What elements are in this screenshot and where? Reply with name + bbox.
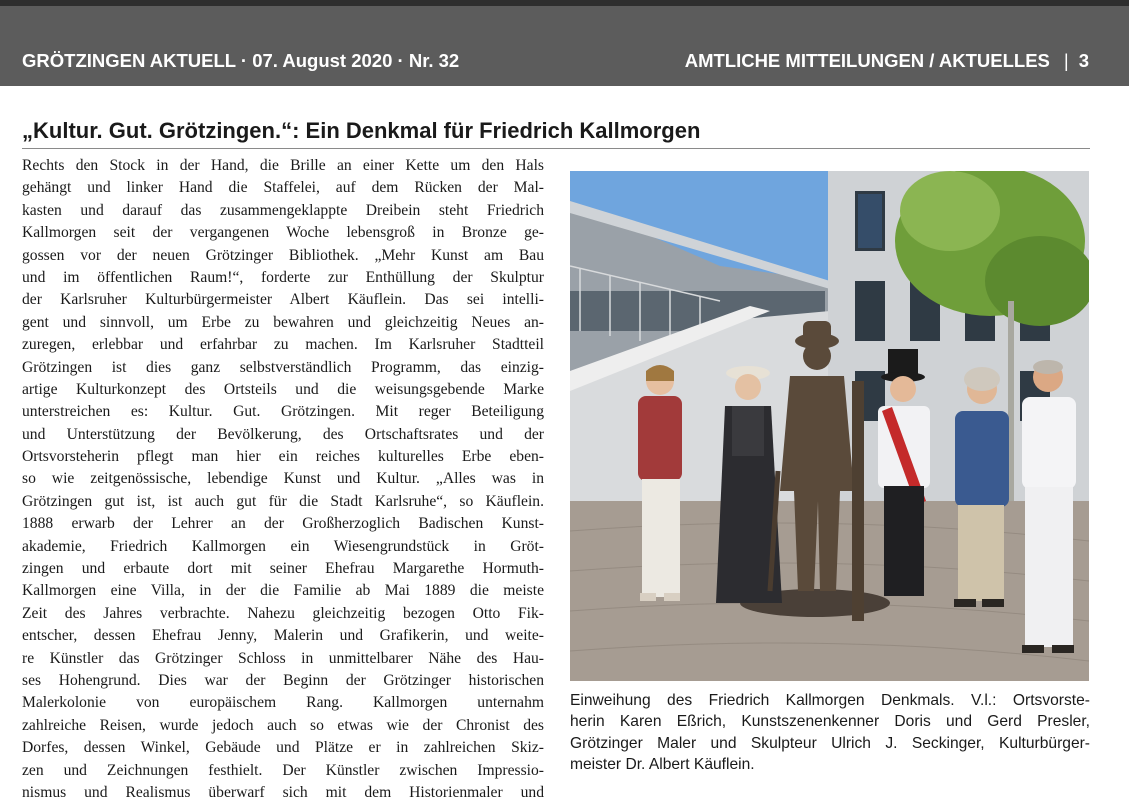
body-line: Grötzingen ist dies ganz selbstverständlich Programm, das einzig- [22,358,544,376]
body-line: nismus und Realismus überwarf sich mit dem Historienmaler und [22,783,544,801]
body-line: re Künstler das Grötzinger Schloss in unmittelbarer Nähe des Hau- [22,649,544,667]
body-line: und im öffentlichen Raum!“, forderte zur Enthüllung der Skulptur [22,268,544,286]
body-line: und Unterstützung der Bevölkerung, des Ortschaftsrates und der [22,425,544,443]
body-line: Malerkolonie von europäischem Rang. Kallmorgen unternahm [22,694,544,712]
header-separator: | [1063,50,1069,71]
caption-line: Grötzinger Maler und Skulpteur Ulrich J. Seckinger, Kulturbürger- [570,734,1090,752]
article-body [22,155,544,804]
body-line: kasten und darauf das zusammengeklappte Dreibein steht Friedrich [22,201,544,219]
caption-line: herin Karen Eßrich, Kunstszenenkenner Doris und Gerd Presler, [570,713,1090,731]
body-line: Kallmorgen seit der vergangenen Woche lebensgroß in Bronze ge- [22,224,544,242]
body-line: Rechts den Stock in der Hand, die Brille an einer Kette um den Hals [22,157,544,174]
body-line: Ortsvorsteherin pflegt man hier ein reiches kulturelles Erbe eben- [22,448,544,466]
section-info [685,50,1089,72]
monument-photo [570,171,1089,681]
article-title: „Kultur. Gut. Grötzingen.“: Ein Denkmal für Friedrich Kallmorgen [22,118,701,143]
body-line: Dorfes, dessen Winkel, Gebäude und Plätze er in zahlreichen Skiz- [22,739,544,757]
page-number: 3 [1078,50,1089,71]
body-line: zahlreiche Reisen, wurde jedoch auch so etwas wie der Chronist des [22,716,544,734]
photo-caption [570,690,1090,775]
body-line: artige Kulturkonzept des Ortsteils und die weisungsgebende Marke [22,380,544,398]
body-line: der Karlsruher Kulturbürgermeister Albert Käuflein. Das sei intelli- [22,291,544,309]
body-line: ses Hohengrund. Dies war der Beginn der Grötzinger historischen [22,671,544,689]
body-line: so wie zeitgenössische, lebendige Kunst und Kultur. „Alles was in [22,470,544,488]
body-line: zingen und erbaute dort mit seiner Ehefrau Margarethe Hormuth- [22,560,544,578]
body-line: Kallmorgen eine Villa, in der die Familie ab Mai 1889 die meiste [22,582,544,600]
body-line: gent und sinnvoll, um Erbe zu bewahren und gleichzeitig Neues an- [22,313,544,331]
body-line: 1888 erwarb der Lehrer an der Großherzoglich Badischen Kunst- [22,515,544,533]
caption-line: Einweihung des Friedrich Kallmorgen Denkmals. V.l.: Ortsvorste- [570,692,1090,709]
publication-info: GRÖTZINGEN AKTUELL · 07. August 2020 · Nr. 32 [22,50,460,71]
body-line: akademie, Friedrich Kallmorgen ein Wiesengrundstück in Gröt- [22,537,544,555]
body-line: zen und Zeichnungen festhielt. Der Künstler zwischen Impressio- [22,761,544,779]
body-line: entscher, dessen Ehefrau Jenny, Malerin und Grafikerin, und weite- [22,627,544,645]
section-title: AMTLICHE MITTEILUNGEN / AKTUELLES [684,50,1050,71]
body-line: Grötzingen gut ist, ist auch gut für die Stadt Karlsruhe“, so Käuflein. [22,492,544,510]
page-header [0,6,1129,86]
body-line: gehängt und linker Hand die Staffelei, auf dem Rücken der Mal- [22,179,544,197]
title-divider [22,148,1090,149]
body-line: gossen vor der neuen Grötzinger Bibliothek. „Mehr Kunst am Bau [22,246,544,264]
caption-line: meister Dr. Albert Käuflein. [570,755,755,773]
body-line: unterstreichen es: Kultur. Gut. Grötzingen. Mit reger Beteiligung [22,403,544,421]
body-line: zuregen, erlebbar und erfahrbar zu machen. Im Karlsruher Stadtteil [22,336,544,354]
body-line: Zeit des Jahres verbrachte. Nahezu gleichzeitig bezogen Otto Fik- [22,604,544,622]
